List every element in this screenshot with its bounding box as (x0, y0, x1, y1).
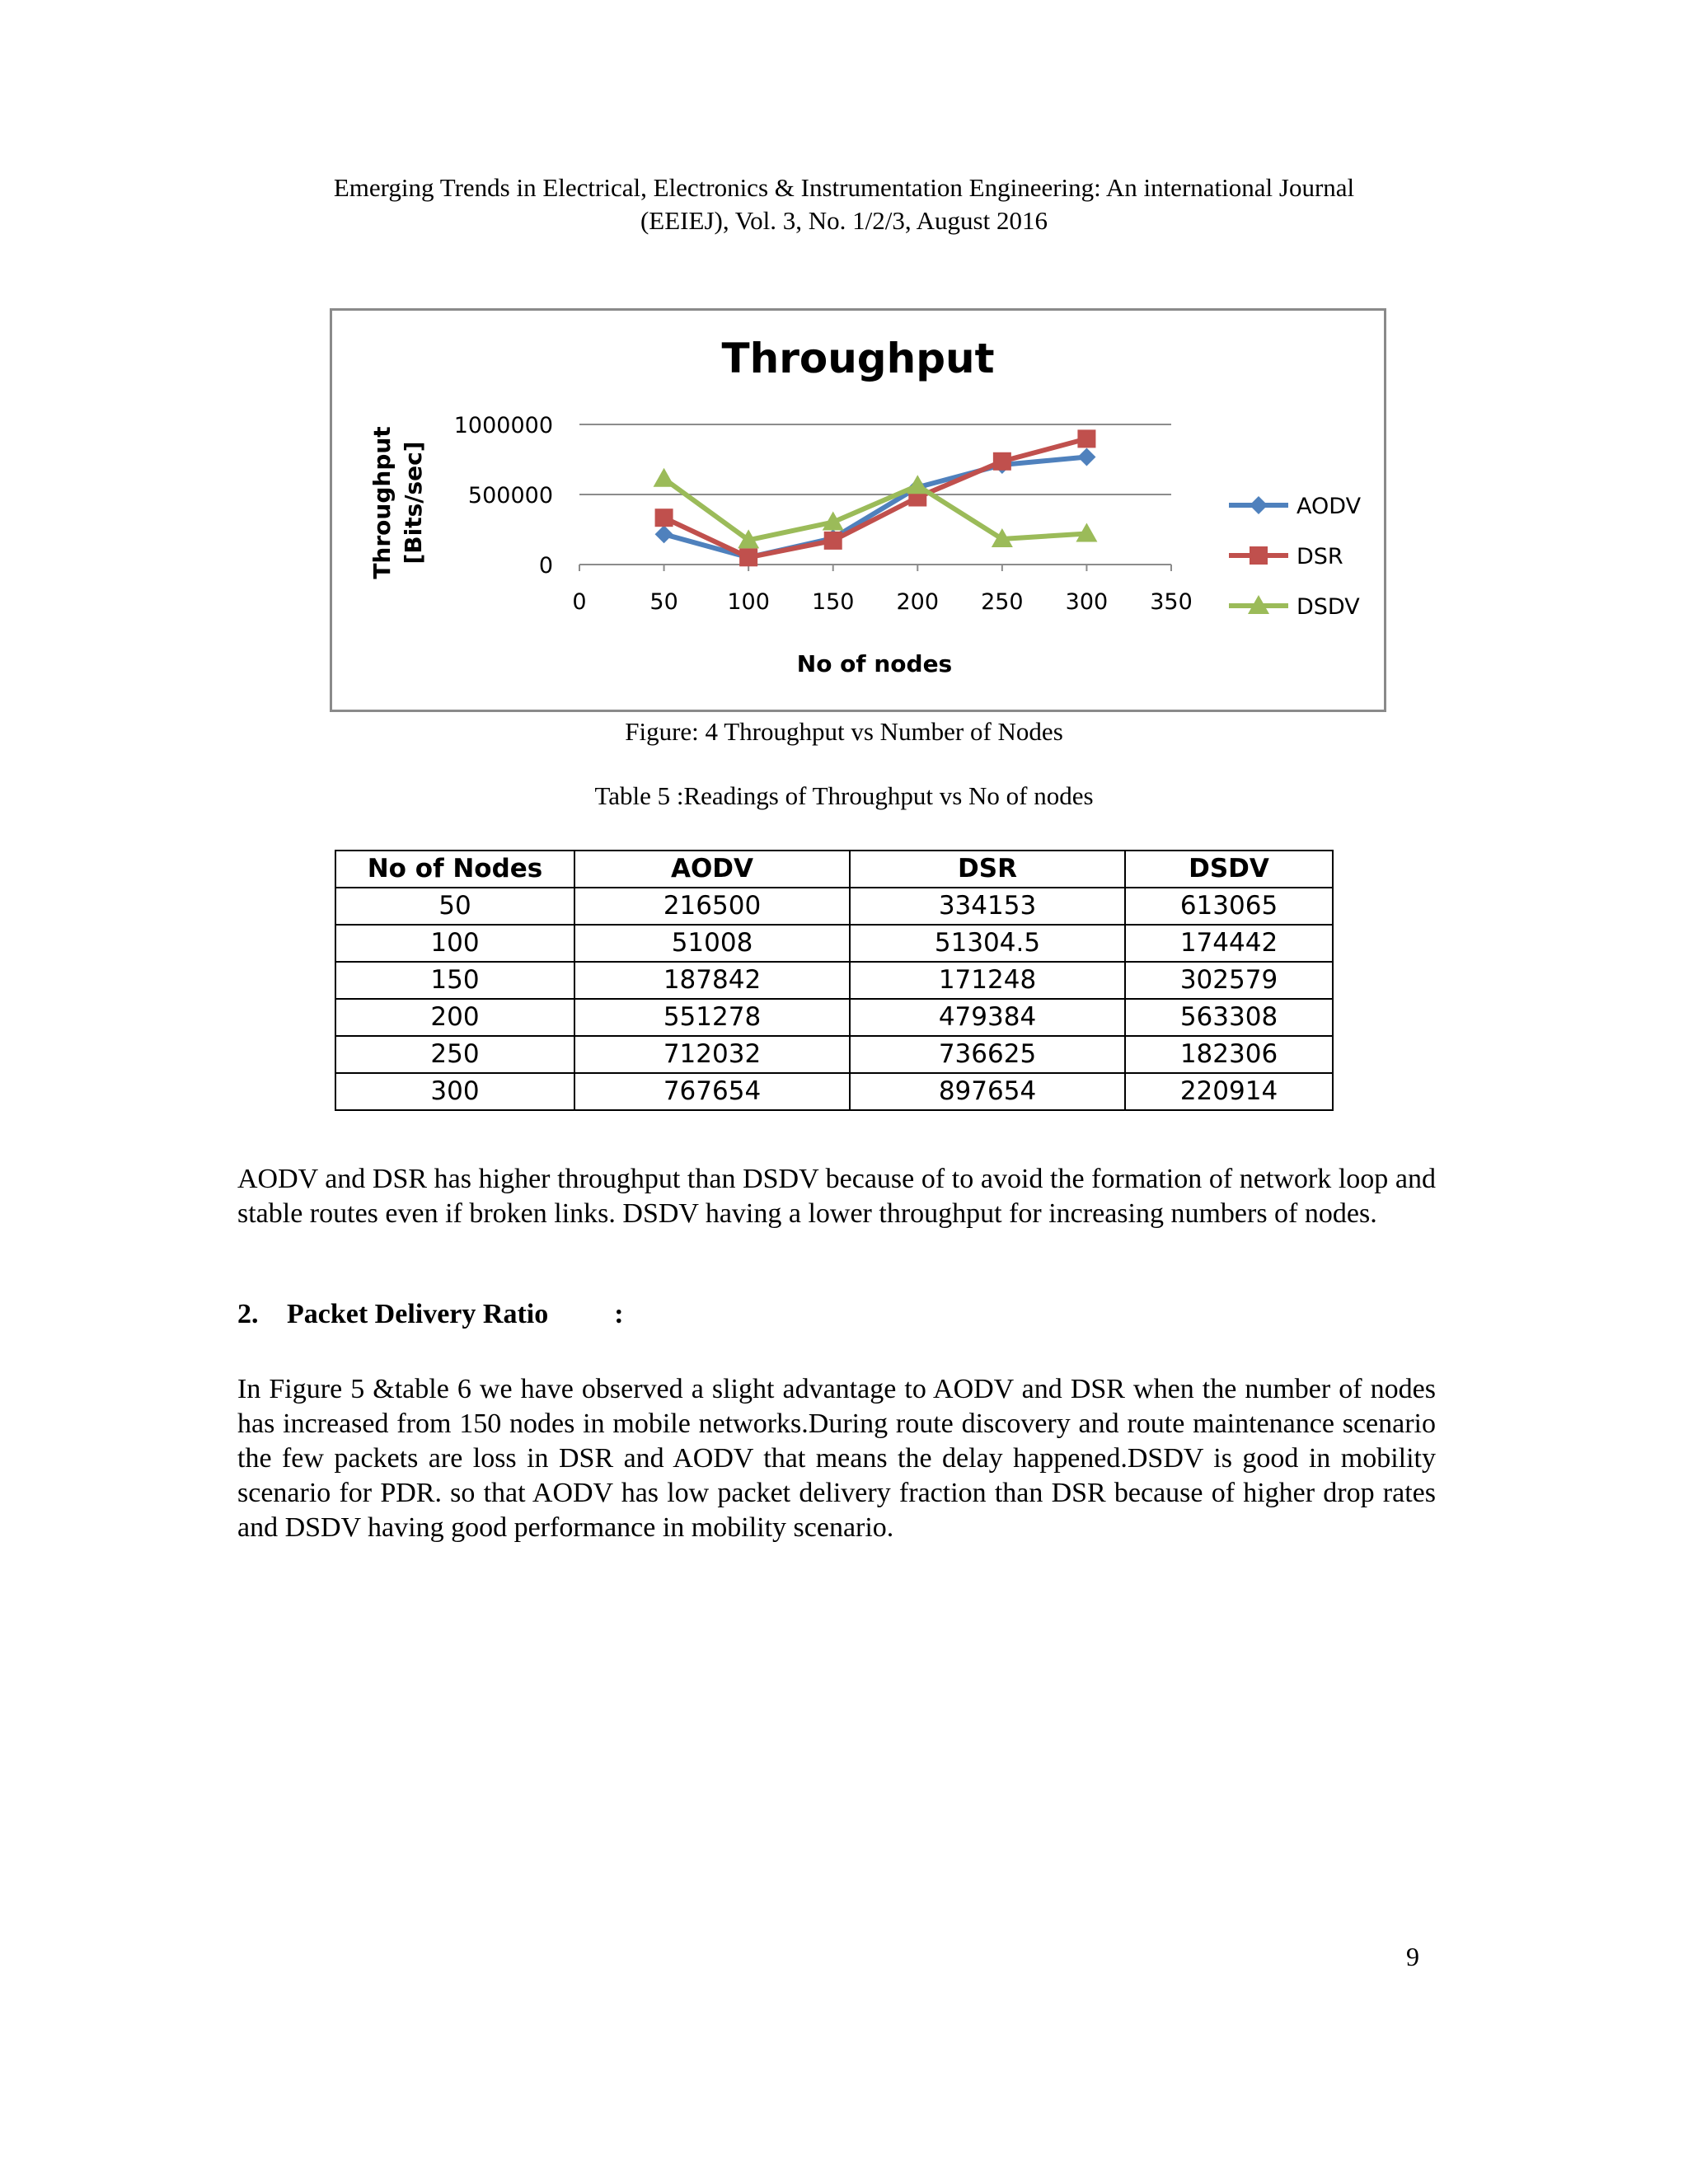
section-number: 2. (237, 1299, 259, 1329)
table-row (335, 999, 1333, 1036)
cell-nodes: 50 (335, 888, 574, 925)
legend-marker-dsr (1250, 546, 1268, 565)
cell-dsr: 736625 (850, 1036, 1125, 1073)
cell-dsr: 51304.5 (850, 925, 1125, 962)
header-dsdv: DSDV (1125, 851, 1333, 888)
cell-nodes: 300 (335, 1073, 574, 1110)
data-point-dsr (1077, 429, 1095, 448)
x-tick-label: 150 (811, 589, 855, 615)
cell-nodes: 250 (335, 1036, 574, 1073)
table-row (335, 888, 1333, 925)
cell-dsr: 897654 (850, 1073, 1125, 1110)
cell-aodv: 187842 (574, 962, 850, 999)
x-tick-label: 350 (1150, 589, 1193, 615)
header-aodv: AODV (574, 851, 850, 888)
legend-label-dsdv: DSDV (1296, 594, 1360, 620)
legend-label-aodv: AODV (1296, 494, 1362, 519)
cell-nodes: 150 (335, 962, 574, 999)
throughput-chart (330, 308, 1386, 712)
chart-canvas (332, 311, 1384, 710)
cell-aodv: 767654 (574, 1073, 850, 1110)
cell-dsr: 334153 (850, 888, 1125, 925)
data-point-aodv (655, 525, 673, 543)
paragraph-pdr: In Figure 5 &table 6 we have observed a slight advantage to AODV and DSR when the number of nodes has increased from 150 nodes in mobile networks.During route discovery and route maintenance scenario the few packets are loss in DSR and AODV that means the delay happened.DSDV is good in mobility scenario for PDR. so that AODV has low packet delivery fraction than DSR because of higher drop rates and DSDV having good performance in mobility scenario. (237, 1374, 1436, 1543)
table-row (335, 1036, 1333, 1073)
cell-dsdv: 563308 (1125, 999, 1333, 1036)
series-line-dsdv (664, 479, 1087, 541)
y-axis-label: [Bits/sec] (400, 441, 427, 565)
page-number: 9 (1406, 1942, 1419, 1971)
cell-aodv: 51008 (574, 925, 850, 962)
data-point-dsdv (654, 468, 675, 487)
paragraph-throughput: AODV and DSR has higher throughput than DSDV because of to avoid the formation of network loop and stable routes even if broken links. DSDV having a lower throughput for increasing numbers of nodes. (237, 1164, 1436, 1229)
table-row (335, 925, 1333, 962)
data-point-dsr (993, 452, 1011, 471)
cell-nodes: 100 (335, 925, 574, 962)
journal-header (0, 171, 1688, 237)
x-tick-label: 50 (649, 589, 678, 615)
x-tick-label: 0 (572, 589, 587, 615)
cell-dsdv: 182306 (1125, 1036, 1333, 1073)
series-line-aodv (664, 457, 1087, 557)
section-heading (237, 1299, 624, 1330)
cell-aodv: 216500 (574, 888, 850, 925)
cell-dsr: 171248 (850, 962, 1125, 999)
x-tick-label: 100 (727, 589, 770, 615)
cell-dsr: 479384 (850, 999, 1125, 1036)
cell-nodes: 200 (335, 999, 574, 1036)
data-point-dsr (655, 509, 673, 527)
x-axis-label: No of nodes (796, 650, 953, 677)
table-header-row (335, 851, 1333, 888)
data-point-dsr (824, 532, 842, 550)
journal-header-line1: Emerging Trends in Electrical, Electronics & Instrumentation Engineering: An international Journal (333, 173, 1355, 202)
cell-dsdv: 174442 (1125, 925, 1333, 962)
section-title: Packet Delivery Ratio (287, 1299, 549, 1329)
table-row (335, 962, 1333, 999)
cell-dsdv: 613065 (1125, 888, 1333, 925)
figure-caption: Figure: 4 Throughput vs Number of Nodes (625, 717, 1063, 746)
cell-dsdv: 220914 (1125, 1073, 1333, 1110)
x-tick-label: 200 (896, 589, 940, 615)
y-tick-label: 1000000 (453, 413, 553, 438)
section-colon: : (614, 1299, 624, 1329)
journal-header-line2: (EEIEJ), Vol. 3, No. 1/2/3, August 2016 (640, 206, 1048, 235)
data-point-aodv (1077, 448, 1095, 466)
table-row (335, 1073, 1333, 1110)
x-tick-label: 250 (981, 589, 1024, 615)
y-tick-label: 0 (538, 553, 553, 579)
throughput-table (335, 850, 1334, 1111)
legend-label-dsr: DSR (1296, 544, 1343, 569)
cell-aodv: 712032 (574, 1036, 850, 1073)
header-dsr: DSR (850, 851, 1125, 888)
header-nodes: No of Nodes (335, 851, 574, 888)
cell-aodv: 551278 (574, 999, 850, 1036)
cell-dsdv: 302579 (1125, 962, 1333, 999)
y-tick-label: 500000 (467, 483, 553, 509)
table-caption: Table 5 :Readings of Throughput vs No of nodes (594, 781, 1094, 810)
x-tick-label: 300 (1065, 589, 1109, 615)
y-axis-label: Throughput (368, 426, 396, 579)
chart-title: Throughput (721, 335, 995, 382)
data-point-dsr (739, 548, 757, 566)
legend-marker-aodv (1250, 496, 1268, 514)
